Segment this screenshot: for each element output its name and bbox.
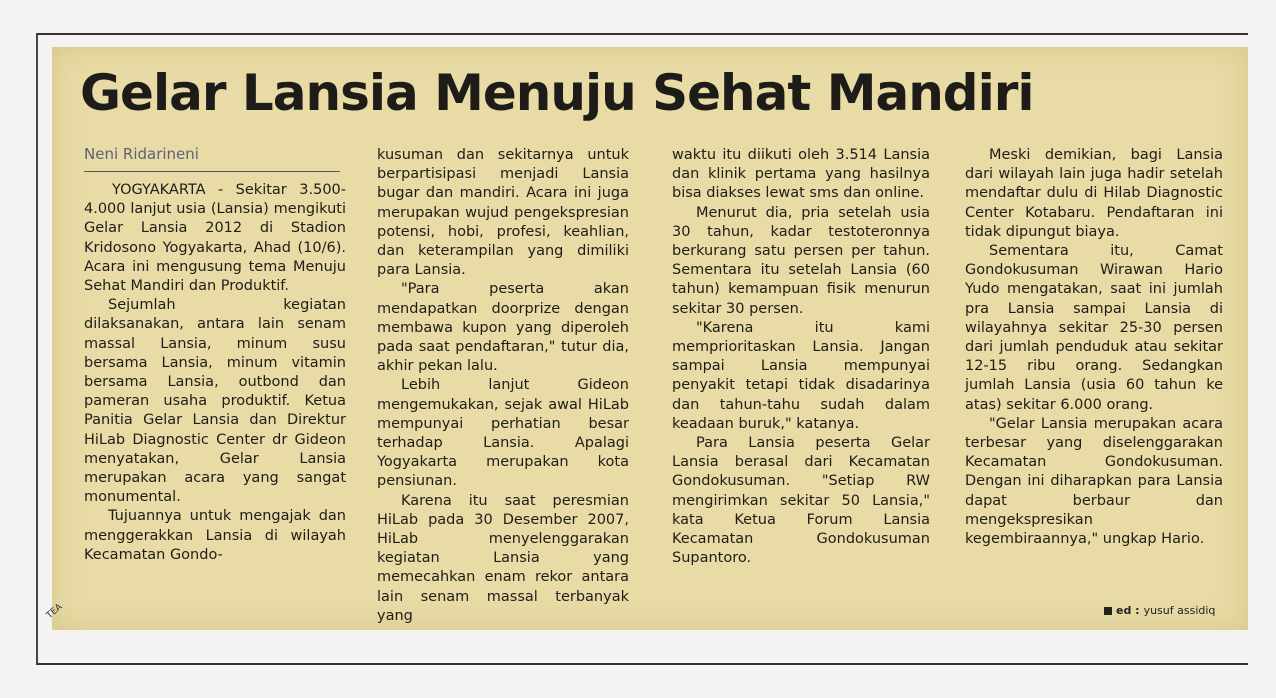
paragraph: "Karena itu kami memprioritaskan Lansia. Jangan sampai Lansia mempunyai penyakit tetapi tidak disadarinya dan tahun-tahu sudah dalam keadaan buruk," katanya.: [672, 319, 930, 432]
paragraph: waktu itu diikuti oleh 3.514 Lansia dan klinik pertama yang hasilnya bisa diakses lewat sms dan online.: [672, 147, 930, 202]
article-column-4: [965, 146, 1223, 549]
paragraph: Lebih lanjut Gideon mengemukakan, sejak awal HiLab mempunyai perhatian besar terhadap Lansia. Apalagi Yogyakarta merupakan kota pensiunan.: [377, 377, 629, 490]
corner-stamp: TEA: [44, 602, 65, 621]
article-column-1: [84, 181, 346, 565]
article-column-2: [377, 146, 629, 626]
paragraph: Meski demikian, bagi Lansia dari wilayah lain juga hadir setelah mendaftar dulu di Hilab Diagnostic Center Kotabaru. Pendaftaran ini tidak dipungut biaya.: [965, 147, 1223, 240]
article-column-3: [672, 146, 930, 568]
paragraph: Sementara itu, Camat Gondokusuman Wirawan Hario Yudo mengatakan, saat ini jumlah pra Lansia sampai Lansia di wilayahnya sekitar 25-30 persen dari jumlah penduduk atau sekitar 12-15 ribu orang. Sedangkan jumlah Lansia (usia 60 tahun ke atas) sekitar 6.000 orang.: [965, 243, 1223, 413]
paragraph: Karena itu saat peresmian HiLab pada 30 Desember 2007, HiLab menyelenggarakan kegiatan Lansia yang memecahkan enam rekor antara lain senam massal terbanyak yang: [377, 492, 629, 624]
paragraph: "Para peserta akan mendapatkan doorprize dengan membawa kupon yang diperoleh pada saat pendaftaran," tutur dia, akhir pekan lalu.: [377, 281, 629, 375]
headline: Gelar Lansia Menuju Sehat Mandiri: [80, 64, 1034, 122]
paragraph: Tujuannya untuk mengajak dan menggerakkan Lansia di wilayah Kecamatan Gondo-: [84, 508, 346, 563]
paragraph: YOGYAKARTA - Sekitar 3.500-4.000 lanjut usia (Lansia) mengikuti Gelar Lansia 2012 di Stadion Kridosono Yogyakarta, Ahad (10/6). Acara ini mengusung tema Menuju Sehat Mandiri dan Produktif.: [84, 182, 346, 295]
credit-prefix: ed :: [1116, 604, 1140, 617]
byline-rule: [84, 171, 340, 172]
credit-name: yusuf assidiq: [1143, 604, 1216, 617]
paragraph: kusuman dan sekitarnya untuk berpartisipasi menjadi Lansia bugar dan mandiri. Acara ini juga merupakan wujud pengekspresian potensi, hobi, profesi, keahlian, dan keterampilan yang dimiliki para Lansia.: [377, 147, 629, 279]
paragraph: Para Lansia peserta Gelar Lansia berasal dari Kecamatan Gondokusuman. "Setiap RW mengirimkan sekitar 50 Lansia," kata Ketua Forum Lansia Kecamatan Gondokusuman Supantoro.: [672, 435, 930, 567]
square-bullet-icon: [1104, 607, 1112, 615]
paragraph: Menurut dia, pria setelah usia 30 tahun, kadar testoteronnya berkurang satu persen per tahun. Sementara itu setelah Lansia (60 tahun) kemampuan fisik menurun sekitar 30 persen.: [672, 204, 930, 317]
byline: Neni Ridarineni: [84, 145, 199, 163]
paragraph: Sejumlah kegiatan dilaksanakan, antara lain senam massal Lansia, minum susu bersama Lansia, minum vitamin bersama Lansia, outbond dan pameran usaha produktif. Ketua Panitia Gelar Lansia dan Direktur HiLab Diagnostic Center dr Gideon menyatakan, Gelar Lansia merupakan acara yang sangat monumental.: [84, 297, 346, 506]
paragraph: "Gelar Lansia merupakan acara terbesar yang diselenggarakan Kecamatan Gondokusuman. Dengan ini diharapkan para Lansia dapat berbaur dan mengekspresikan kegembiraannya," ungkap Hario.: [965, 415, 1223, 548]
editor-credit: [1104, 604, 1215, 617]
